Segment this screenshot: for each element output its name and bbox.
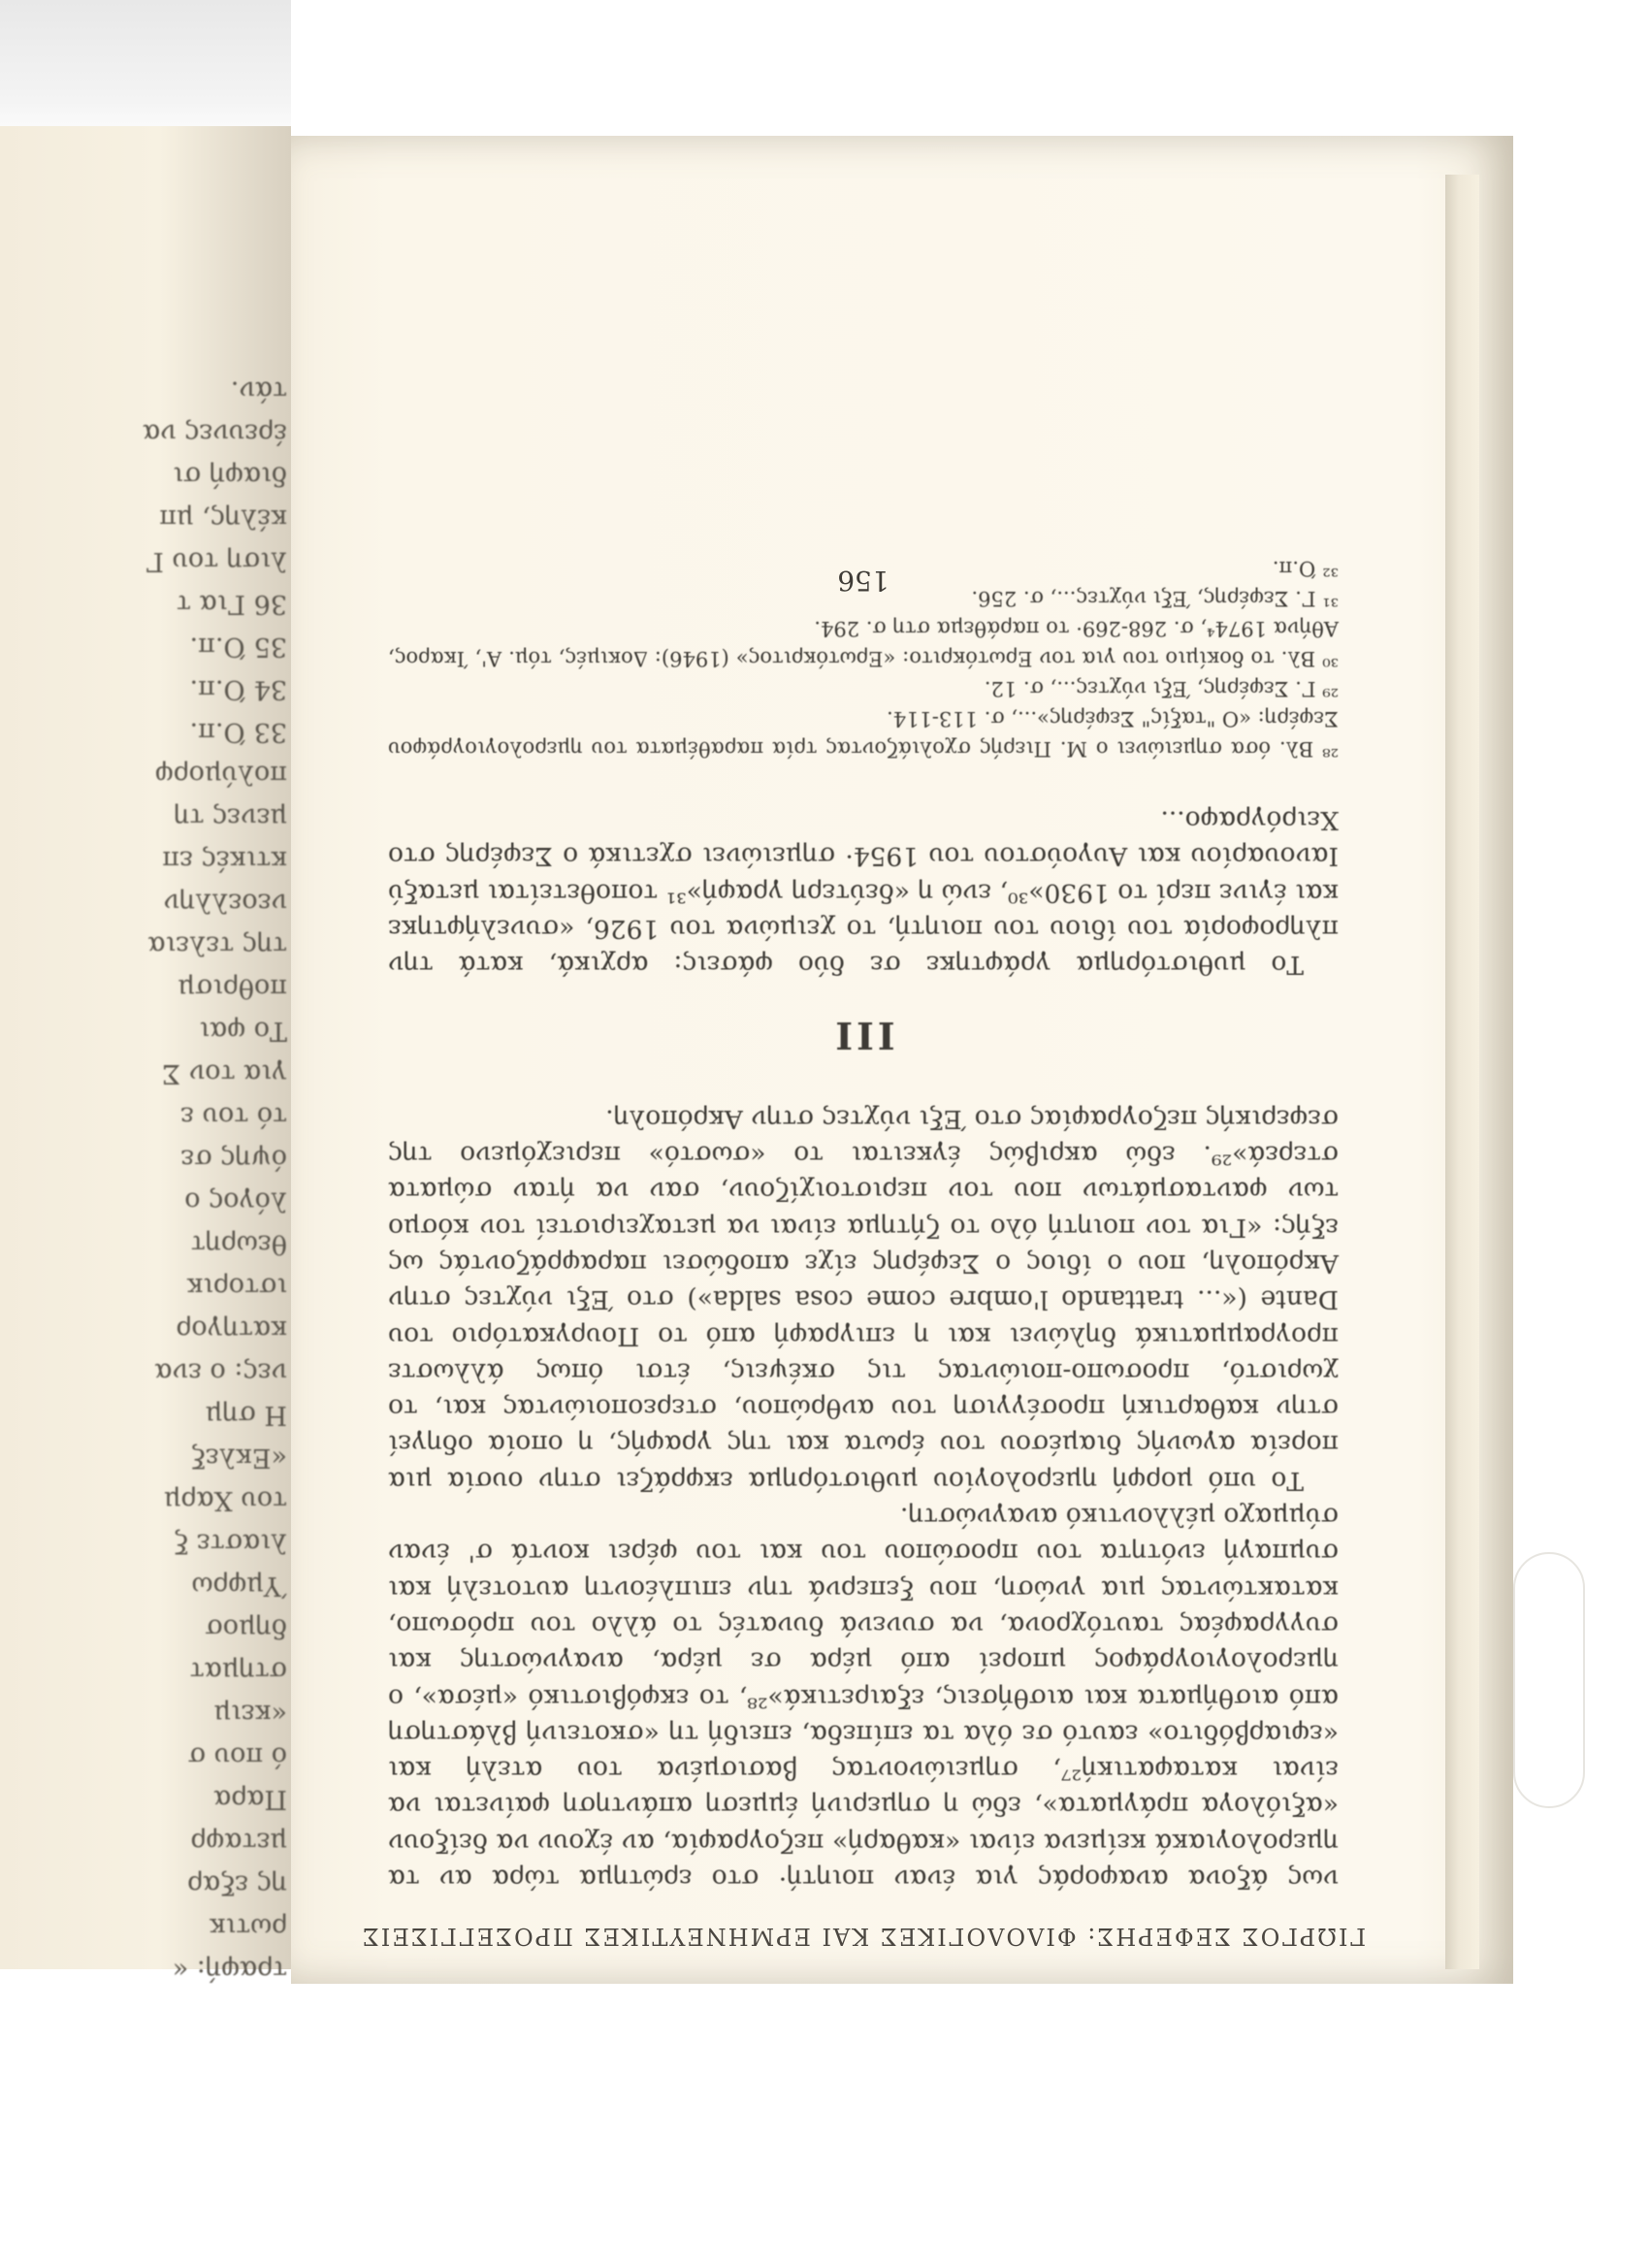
previous-page-line: ό που σ (187, 1741, 287, 1771)
previous-page-line: όψης σε (180, 1144, 287, 1174)
footnote-30: ³⁰ Βλ. το δοκίμιο του για τον Ερωτόκριτο: «Ερωτόκριτος» (1946): Δοκιμές, τόμ. Α', Ίκαρος, Αθήνα 1974⁴, σ. 268-269· το παράθεμα στη σ. 294. (388, 616, 1339, 670)
previous-page-line: 36 Για τ (176, 589, 287, 619)
previous-page-line: 34 Ό.π. (189, 674, 287, 704)
previous-page-line: τραφή: « (172, 1955, 287, 1985)
previous-page-line: «Εκλεξ (190, 1442, 287, 1473)
previous-page-line: μενες τη (174, 802, 287, 832)
previous-page-line: «κειμ (213, 1699, 287, 1729)
paragraph-1: νως άξονα αναφοράς για έναν ποιητή· στο ερώτημα τώρα αν τα ημερολογιακά κείμενα είναι «καθαρή» πεζογραφία, αν έχουν να δείξουν «αξιόλογα πράγματα», εδώ η σημερινή έμμεση απάντηση φαίνεται να είναι καταφατική²⁷, σημειώνοντας βασισμένα του ατελή και «εφιαρβόδιτο» εαυτό σε όλα τα επίπεδα, επειδή τη «σκοτεινή βλάστηση από αισθήματα και αισθήσεις, εξαιρετικά»²⁸, το εκφόβιστικό «μέσα», ο ημερολογιογράφος μπορεί από μέρα σε μέρα, αναγνώστης και συγγραφέας ταυτόχρονα, να συνενά δυνατές το άλλο του πρόσωπο, κατακτώντας μια γνώση, που ξεπερνά την επιπλέοντη αυτοτελή και συμπαγή ενότητα του προσώπου του και του φέρει κοντά σ' έναν σύμμαχο μέλλοντικό αναγνώστη. (388, 1502, 1339, 1894)
previous-page-line: για τον Σ (162, 1058, 287, 1088)
previous-page-line: έρευνες να (142, 418, 287, 448)
previous-page-line: κέλης, μπ (159, 503, 287, 534)
previous-page-line: Η σημ (205, 1400, 287, 1430)
previous-page-line: Παρα (213, 1784, 287, 1814)
scan-artifact (1513, 1552, 1585, 1808)
previous-page-line: του Χαρμ (163, 1485, 287, 1515)
previous-page-line: θεωρητ (190, 1229, 287, 1259)
previous-page-line: νεοελλην (163, 888, 287, 918)
previous-page-line: λόγος ο (184, 1186, 287, 1216)
footnote-31: ³¹ Γ. Σεφέρης, Έξι νύχτες..., σ. 256. (971, 586, 1339, 610)
previous-page-line: δημοσ (205, 1613, 287, 1643)
previous-page-line: ης εξαρ (187, 1869, 287, 1899)
previous-page-edge (0, 126, 291, 1985)
upside-down-page-content (349, 320, 1377, 1950)
previous-page-line: 35 Ό.π. (189, 632, 287, 662)
page-stack-edge (1445, 175, 1479, 1969)
running-head: ΓΙΩΡΓΟΣ ΣΕΦΕΡΗΣ: ΦΙΛΟΛΟΓΙΚΕΣ ΚΑΙ ΕΡΜΗΝΕΥΤΙΚΕΣ ΠΡΟΣΕΓΓΙΣΕΙΣ (360, 1923, 1367, 1950)
previous-page-line: ποθρισμ (178, 973, 287, 1003)
paragraph-2: Το υπό μορφή ημερολογίου μυθιστόρημα εκφράζει στην ουσία μια πορεία αγωνής διαμέσου του έρωτα και της γραφής, η οποία οδηγεί στην καθαρτική προσέγγιση του ανθρώπου, στερεοποιώντας και, το χωριστό, προσωπο-ποιώντας τις σκέψεις, έτσι όπως άλλωστε προγραμματικά δηλώνει και η επιγραφή από το Πουργκατόριο του Dante («... trattando l'ombre come cosa salda») στο Έξι νύχτες στην Ακρόπολη, που ο ίδιος ο Σεφέρης είχε αποδώσει παραφράζοντάς ως εξής: «Για τον ποιητή όλο το ζήτημα είναι να μεταχειριστεί τον κόσμο των φαντασμάτων που τον περιστοιχίζουν, σαν να ήταν σώματα στερεά»²⁹. εδώ ακριβώς έγκειται το «σωστό» περιεχόμενο της σεφερικής πεζογραφίας στο Έξι νύχτες στην Ακρόπολη. (388, 1103, 1339, 1496)
previous-page-line: νες: ο ενα (154, 1357, 287, 1387)
section-number: III (831, 1014, 895, 1058)
previous-page-line: 33 Ό.π. (189, 717, 287, 747)
previous-page-line: λιαστε ξ (174, 1528, 287, 1558)
previous-page-line: κτικές επ (162, 845, 287, 875)
page-body (388, 553, 1339, 1896)
footnote-28: ²⁸ Βλ. όσα σημειώνει ο Μ. Πιερής σχολιάζοντας τρία παραθέματα του ημερολογιογράφου Σεφέρη: «Ο "ταξίς" Σεφέρης»..., σ. 113-114. (388, 706, 1339, 761)
previous-page-line: Ύμφρω (191, 1571, 287, 1601)
previous-page-line: ρωτικ (209, 1912, 287, 1942)
footnote-32: ³² Ό.π. (1272, 556, 1339, 580)
previous-page-line: τό του ε (180, 1101, 287, 1131)
previous-page-line: διαφή σι (173, 461, 287, 491)
previous-page-line: στηματ (189, 1656, 287, 1686)
previous-page-line: Το φαι (199, 1016, 287, 1046)
previous-page-line: κατηγορ (176, 1314, 287, 1345)
previous-page-line: λιση του Γ (146, 546, 287, 576)
previous-page-line: της τελεια (147, 930, 287, 960)
page-number: 156 (837, 565, 889, 597)
previous-page-line: πολύμορφ (154, 760, 287, 790)
scanner-shadow (0, 0, 291, 146)
footnote-29: ²⁹ Γ. Σεφέρης, Έξι νύχτες..., σ. 12. (984, 676, 1339, 700)
previous-page-text (113, 369, 287, 1991)
paragraph-3: Το μυθιστόρημα γράφτηκε σε δύο φάσεις: αρχικά, κατά την πληροφορία του ίδιου του ποιητή, το χειμώνα του 1926, «συνελήφτηκε και έγινε περί το 1930»³⁰, ενώ η «δεύτερη γραφή»³¹ τοποθετείται μεταξύ Ιανουαρίου και Αυγούστου του 1954· σημειώνει σχετικά ο Σεφέρης στο Χειρόγραφο... (388, 804, 1339, 981)
previous-page-line: ιστορικ (186, 1272, 287, 1302)
previous-page-line: τάν. (230, 375, 287, 405)
previous-page-line: μεταφρ (190, 1827, 287, 1857)
